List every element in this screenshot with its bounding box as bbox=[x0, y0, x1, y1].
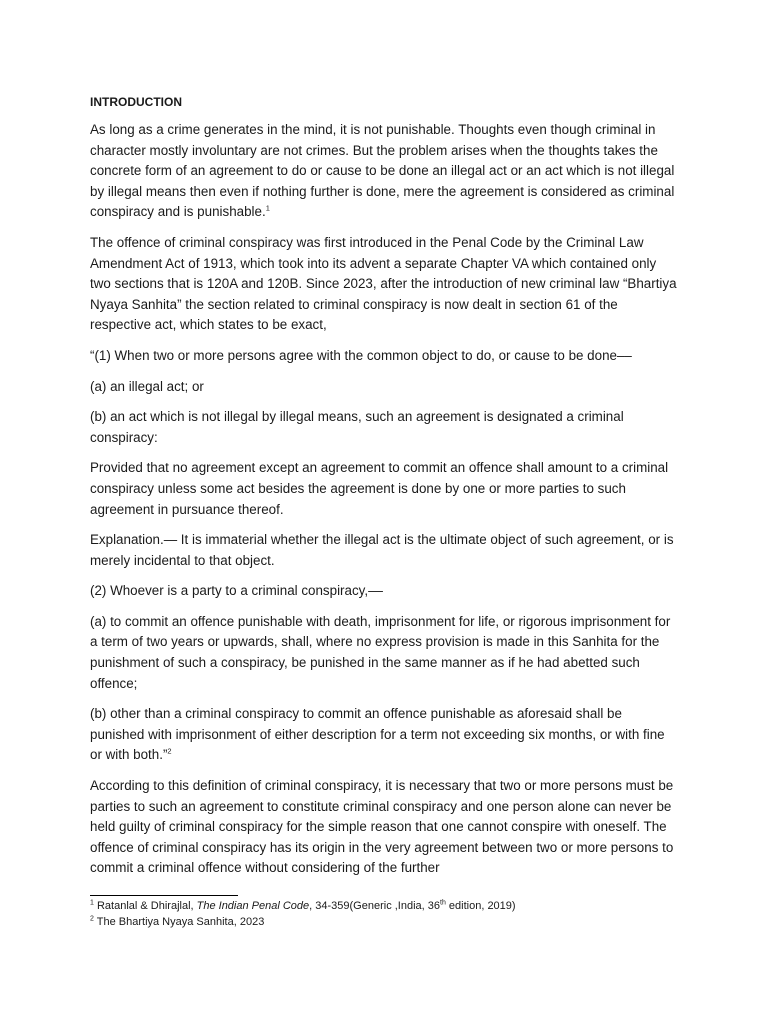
paragraph-text: “(1) When two or more persons agree with the common object to do, or cause to be done–– bbox=[90, 347, 632, 363]
paragraph-4 bbox=[90, 377, 680, 398]
paragraph-text: (a) an illegal act; or bbox=[90, 378, 204, 394]
paragraph-text: (a) to commit an offence punishable with death, imprisonment for life, or rigorous imprisonment for a term of two years or upwards, shall, where no express provision is made in this Sanhita for the punishment of such a conspiracy, be punished in the same manner as if he had abetted such offence; bbox=[90, 613, 671, 691]
paragraph-2 bbox=[90, 233, 680, 336]
paragraph-text: Explanation.— It is immaterial whether the illegal act is the ultimate object of such agreement, or is merely incidental to that object. bbox=[90, 532, 674, 568]
footnotes bbox=[90, 895, 680, 930]
footnote-details: , 34-359(Generic ,India, 36 bbox=[309, 900, 441, 912]
paragraph-5 bbox=[90, 407, 680, 448]
paragraph-text: (b) an act which is not illegal by illegal means, such an agreement is designated a criminal conspiracy: bbox=[90, 409, 624, 445]
footnote-ref-1[interactable]: 1 bbox=[265, 203, 270, 213]
footnote-2 bbox=[90, 914, 680, 930]
paragraph-text: (b) other than a criminal conspiracy to commit an offence punishable as aforesaid shall be punished with imprisonment of either description for a term not exceeding six months, or with fine or with both.” bbox=[90, 706, 665, 763]
paragraph-text: The offence of criminal conspiracy was first introduced in the Penal Code by the Criminal Law Amendment Act of 1913, which took into its advent a separate Chapter VA which contained only two sections that is 120A and 120B. Since 2023, after the introduction of new criminal law “Bhartiya Nyaya Sanhita” the section related to criminal conspiracy is now dealt in section 61 of the respective act, which states to be exact, bbox=[90, 234, 677, 333]
footnote-marker: 1 bbox=[90, 899, 94, 907]
paragraph-3 bbox=[90, 346, 680, 367]
paragraph-7 bbox=[90, 530, 680, 571]
paragraph-text: As long as a crime generates in the mind, it is not punishable. Thoughts even though criminal in character mostly involuntary are not crimes. But the problem arises when the thoughts takes the concrete form of an agreement to do or cause to be done an illegal act or an act which is not illegal by illegal means then even if nothing further is done, mere the agreement is considered as criminal conspiracy and is punishable. bbox=[90, 122, 675, 220]
footnote-book-title: The Indian Penal Code bbox=[196, 900, 310, 912]
section-heading: INTRODUCTION bbox=[90, 95, 182, 109]
footnote-ref-2[interactable]: 2 bbox=[167, 746, 172, 756]
paragraph-10 bbox=[90, 704, 680, 766]
paragraph-9 bbox=[90, 612, 680, 694]
paragraph-6 bbox=[90, 458, 680, 520]
footnote-author: Ratanlal & Dhirajlal, bbox=[96, 900, 197, 912]
paragraph-1 bbox=[90, 120, 680, 223]
footnote-separator bbox=[90, 895, 238, 896]
footnote-marker: 2 bbox=[90, 915, 94, 923]
paragraph-8 bbox=[90, 581, 680, 602]
document-body bbox=[90, 92, 680, 889]
footnote-text: The Bhartiya Nyaya Sanhita, 2023 bbox=[96, 916, 265, 928]
footnote-ordinal: th bbox=[440, 899, 446, 907]
paragraph-text: According to this definition of criminal conspiracy, it is necessary that two or more persons must be parties to such an agreement to constitute criminal conspiracy and one person alone can never be held guilty of criminal conspiracy for the simple reason that one cannot conspire with oneself. The offence of criminal conspiracy has its origin in the very agreement between two or more persons to commit a criminal offence without considering of the further bbox=[90, 778, 674, 876]
paragraph-11 bbox=[90, 776, 680, 879]
paragraph-text: Provided that no agreement except an agreement to commit an offence shall amount to a criminal conspiracy unless some act besides the agreement is done by one or more parties to such agreement in pursuance thereof. bbox=[90, 460, 669, 517]
paragraph-text: (2) Whoever is a party to a criminal conspiracy,–– bbox=[90, 583, 383, 599]
footnote-1 bbox=[90, 898, 680, 914]
footnote-details-end: edition, 2019) bbox=[445, 900, 516, 912]
